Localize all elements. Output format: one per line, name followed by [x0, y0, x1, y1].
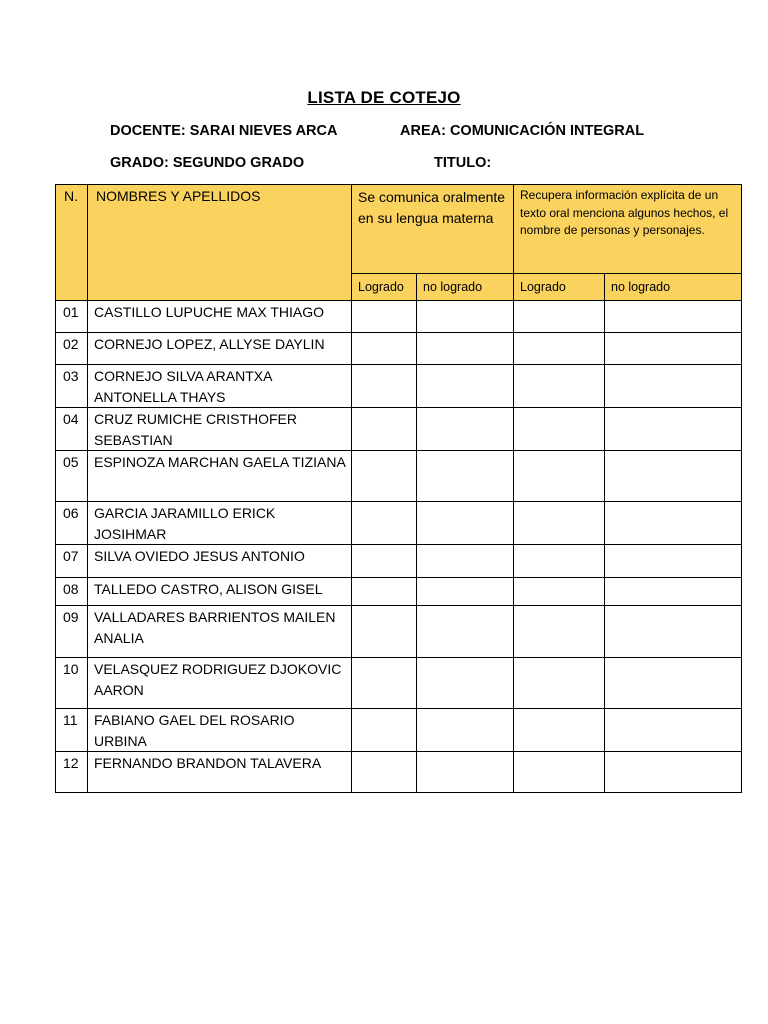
row-number: 10 — [56, 658, 88, 709]
row-number: 01 — [56, 301, 88, 333]
c1-not-achieved-cell[interactable] — [417, 333, 514, 365]
row-number: 04 — [56, 408, 88, 451]
row-number: 11 — [56, 709, 88, 752]
row-number: 05 — [56, 451, 88, 502]
area-label: AREA: COMUNICACIÓN INTEGRAL — [400, 123, 645, 139]
c2-achieved-cell[interactable] — [514, 301, 605, 333]
c2-not-achieved-cell[interactable] — [605, 545, 742, 578]
header-number: N. — [56, 185, 88, 301]
row-number: 12 — [56, 752, 88, 793]
checklist-table — [55, 184, 742, 793]
c1-achieved-cell[interactable] — [352, 658, 417, 709]
table-row — [56, 658, 742, 709]
student-name: VELASQUEZ RODRIGUEZ DJOKOVIC AARON — [88, 658, 352, 709]
c2-not-achieved-cell[interactable] — [605, 709, 742, 752]
c2-achieved-cell[interactable] — [514, 578, 605, 606]
c2-achieved-cell[interactable] — [514, 408, 605, 451]
c1-achieved-cell[interactable] — [352, 333, 417, 365]
c2-not-achieved-cell[interactable] — [605, 578, 742, 606]
student-name: CRUZ RUMICHE CRISTHOFER SEBASTIAN — [88, 408, 352, 451]
row-number: 02 — [56, 333, 88, 365]
header-criterion-2: Recupera información explícita de un texto oral menciona algunos hechos, el nombre de personas y personajes. — [514, 185, 742, 274]
table-row — [56, 502, 742, 545]
row-number: 06 — [56, 502, 88, 545]
table-row — [56, 709, 742, 752]
table-row — [56, 451, 742, 502]
page-title: LISTA DE COTEJO — [307, 88, 461, 107]
c2-not-achieved-cell[interactable] — [605, 752, 742, 793]
c1-achieved-cell[interactable] — [352, 545, 417, 578]
table-row — [56, 301, 742, 333]
c2-not-achieved-cell[interactable] — [605, 451, 742, 502]
student-name: CASTILLO LUPUCHE MAX THIAGO — [88, 301, 352, 333]
c1-not-achieved-cell[interactable] — [417, 451, 514, 502]
header-c2-achieved: Logrado — [514, 274, 605, 301]
table-row — [56, 752, 742, 793]
c1-not-achieved-cell[interactable] — [417, 545, 514, 578]
grade-label: GRADO: SEGUNDO GRADO — [110, 155, 305, 171]
table-row — [56, 333, 742, 365]
c1-achieved-cell[interactable] — [352, 578, 417, 606]
c1-achieved-cell[interactable] — [352, 365, 417, 408]
header-c1-not-achieved: no logrado — [417, 274, 514, 301]
c1-achieved-cell[interactable] — [352, 408, 417, 451]
student-name: FABIANO GAEL DEL ROSARIO URBINA — [88, 709, 352, 752]
c1-achieved-cell[interactable] — [352, 709, 417, 752]
c2-achieved-cell[interactable] — [514, 545, 605, 578]
c2-achieved-cell[interactable] — [514, 365, 605, 408]
student-name: TALLEDO CASTRO, ALISON GISEL — [88, 578, 352, 606]
header-c1-achieved: Logrado — [352, 274, 417, 301]
c2-not-achieved-cell[interactable] — [605, 408, 742, 451]
c1-not-achieved-cell[interactable] — [417, 502, 514, 545]
header-c2-not-achieved: no logrado — [605, 274, 742, 301]
c2-not-achieved-cell[interactable] — [605, 333, 742, 365]
c2-achieved-cell[interactable] — [514, 606, 605, 658]
header-criterion-1: Se comunica oralmente en su lengua materna — [352, 185, 514, 274]
row-number: 08 — [56, 578, 88, 606]
student-name: ESPINOZA MARCHAN GAELA TIZIANA — [88, 451, 352, 502]
c1-not-achieved-cell[interactable] — [417, 301, 514, 333]
table-row — [56, 408, 742, 451]
student-name: GARCIA JARAMILLO ERICK JOSIHMAR — [88, 502, 352, 545]
c1-not-achieved-cell[interactable] — [417, 709, 514, 752]
c1-not-achieved-cell[interactable] — [417, 752, 514, 793]
row-number: 07 — [56, 545, 88, 578]
teacher-label: DOCENTE: SARAI NIEVES ARCA — [110, 123, 338, 139]
c2-achieved-cell[interactable] — [514, 709, 605, 752]
table-row — [56, 365, 742, 408]
c1-not-achieved-cell[interactable] — [417, 365, 514, 408]
c2-achieved-cell[interactable] — [514, 333, 605, 365]
c1-not-achieved-cell[interactable] — [417, 658, 514, 709]
c1-achieved-cell[interactable] — [352, 451, 417, 502]
c2-not-achieved-cell[interactable] — [605, 365, 742, 408]
c2-achieved-cell[interactable] — [514, 658, 605, 709]
row-number: 09 — [56, 606, 88, 658]
student-name: VALLADARES BARRIENTOS MAILEN ANALIA — [88, 606, 352, 658]
c1-achieved-cell[interactable] — [352, 301, 417, 333]
header-names: NOMBRES Y APELLIDOS — [88, 185, 352, 301]
c1-not-achieved-cell[interactable] — [417, 408, 514, 451]
c2-achieved-cell[interactable] — [514, 451, 605, 502]
table-row — [56, 545, 742, 578]
student-name: FERNANDO BRANDON TALAVERA — [88, 752, 352, 793]
student-name: SILVA OVIEDO JESUS ANTONIO — [88, 545, 352, 578]
c2-achieved-cell[interactable] — [514, 502, 605, 545]
c2-achieved-cell[interactable] — [514, 752, 605, 793]
table-row — [56, 606, 742, 658]
table-row — [56, 578, 742, 606]
c2-not-achieved-cell[interactable] — [605, 502, 742, 545]
row-number: 03 — [56, 365, 88, 408]
c2-not-achieved-cell[interactable] — [605, 606, 742, 658]
c2-not-achieved-cell[interactable] — [605, 301, 742, 333]
c1-achieved-cell[interactable] — [352, 606, 417, 658]
c1-not-achieved-cell[interactable] — [417, 578, 514, 606]
title-field-label: TITULO: — [434, 155, 492, 171]
c1-not-achieved-cell[interactable] — [417, 606, 514, 658]
c1-achieved-cell[interactable] — [352, 752, 417, 793]
c2-not-achieved-cell[interactable] — [605, 658, 742, 709]
student-name: CORNEJO LOPEZ, ALLYSE DAYLIN — [88, 333, 352, 365]
student-name: CORNEJO SILVA ARANTXA ANTONELLA THAYS — [88, 365, 352, 408]
c1-achieved-cell[interactable] — [352, 502, 417, 545]
